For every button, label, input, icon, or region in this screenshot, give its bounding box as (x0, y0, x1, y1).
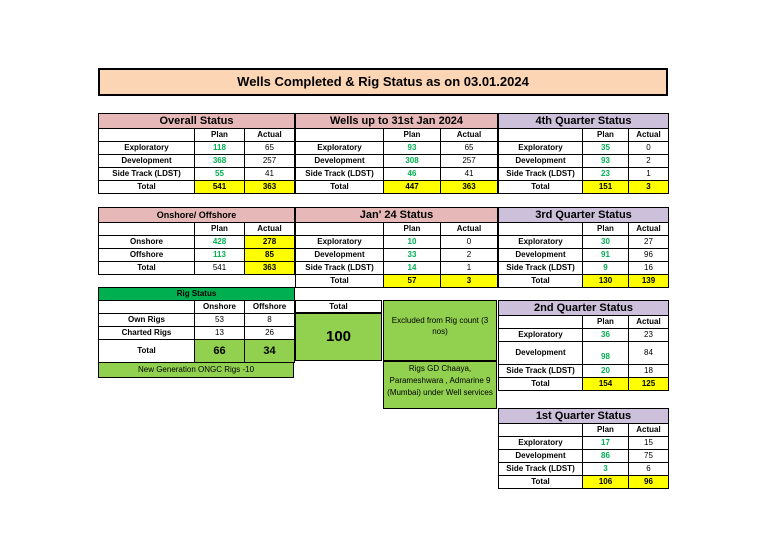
total-row: Total 447 363 (296, 181, 498, 194)
actual-header: Actual (629, 223, 669, 236)
table-row: Side Track (LDST) 20 18 (499, 365, 669, 378)
excluded-rigs-note: Excluded from Rig count (3 nos) (383, 300, 497, 361)
total-row: Total 130 139 (499, 275, 669, 288)
onshore-header: Onshore (195, 301, 245, 314)
total-row: Total 541 363 (99, 181, 295, 194)
table-row: Development 93 2 (499, 155, 669, 168)
new-gen-rigs-note: New Generation ONGC Rigs -10 (98, 362, 294, 378)
actual-header: Actual (245, 129, 295, 142)
total-row: Total 106 96 (499, 476, 669, 489)
page-title: Wells Completed & Rig Status as on 03.01.2024 (98, 68, 668, 96)
table-title: Wells up to 31st Jan 2024 (296, 114, 498, 129)
total-row: Total 541 363 (99, 262, 295, 275)
table-row: Exploratory 118 65 (99, 142, 295, 155)
actual-header: Actual (245, 223, 295, 236)
table-title: Onshore/ Offshore (99, 208, 295, 223)
q1-status-table (498, 408, 669, 489)
table-row: Development 91 96 (499, 249, 669, 262)
plan-header: Plan (583, 223, 629, 236)
total-row: Total 66 34 (99, 340, 295, 363)
actual-header: Actual (629, 316, 669, 329)
plan-header: Plan (195, 129, 245, 142)
table-row: Side Track (LDST) 23 1 (499, 168, 669, 181)
table-row: Exploratory 17 15 (499, 437, 669, 450)
jan24-status-table (295, 207, 498, 288)
actual-header: Actual (629, 424, 669, 437)
plan-header: Plan (195, 223, 245, 236)
rig-status-title: Rig Status (99, 288, 295, 301)
actual-header: Actual (441, 129, 498, 142)
table-row: Exploratory 35 0 (499, 142, 669, 155)
overall-status-table (98, 113, 295, 194)
q2-status-table (498, 300, 669, 391)
rigs-well-services-note: Rigs GD Chaaya, Parameshwara , Admarine 9 (Mumbai) under Well services (383, 361, 497, 409)
table-row: Side Track (LDST) 9 16 (499, 262, 669, 275)
rig-grand-total: 100 (295, 313, 382, 361)
table-row: Development 368 257 (99, 155, 295, 168)
total-row: Total 57 3 (296, 275, 498, 288)
table-row: Exploratory 30 27 (499, 236, 669, 249)
table-row: Development 98 84 (499, 342, 669, 365)
table-row: Exploratory 93 65 (296, 142, 498, 155)
total-row: Total 154 125 (499, 378, 669, 391)
table-title: 1st Quarter Status (499, 409, 669, 424)
table-title: Jan' 24 Status (296, 208, 498, 223)
table-row: Exploratory 10 0 (296, 236, 498, 249)
table-row: Side Track (LDST) 3 6 (499, 463, 669, 476)
table-row: Side Track (LDST) 46 41 (296, 168, 498, 181)
table-title: 4th Quarter Status (499, 114, 669, 129)
q4-status-table (498, 113, 669, 194)
plan-header: Plan (583, 316, 629, 329)
plan-header: Plan (583, 129, 629, 142)
table-row: Development 308 257 (296, 155, 498, 168)
table-title: 3rd Quarter Status (499, 208, 669, 223)
table-row: Development 33 2 (296, 249, 498, 262)
table-title: Overall Status (99, 114, 295, 129)
table-row: Offshore 113 85 (99, 249, 295, 262)
rig-total-header: Total (295, 300, 382, 313)
rig-status-table (98, 287, 295, 363)
table-row: Charted Rigs 13 26 (99, 327, 295, 340)
table-row: Onshore 428 278 (99, 236, 295, 249)
actual-header: Actual (629, 129, 669, 142)
actual-header: Actual (441, 223, 498, 236)
plan-header: Plan (583, 424, 629, 437)
wells-jan-table (295, 113, 498, 194)
onshore-offshore-table (98, 207, 295, 275)
table-row: Own Rigs 53 8 (99, 314, 295, 327)
plan-header: Plan (384, 129, 441, 142)
table-row: Exploratory 36 23 (499, 329, 669, 342)
total-row: Total 151 3 (499, 181, 669, 194)
table-title: 2nd Quarter Status (499, 301, 669, 316)
plan-header: Plan (384, 223, 441, 236)
offshore-header: Offshore (245, 301, 295, 314)
table-row: Development 86 75 (499, 450, 669, 463)
q3-status-table (498, 207, 669, 288)
table-row: Side Track (LDST) 55 41 (99, 168, 295, 181)
table-row: Side Track (LDST) 14 1 (296, 262, 498, 275)
